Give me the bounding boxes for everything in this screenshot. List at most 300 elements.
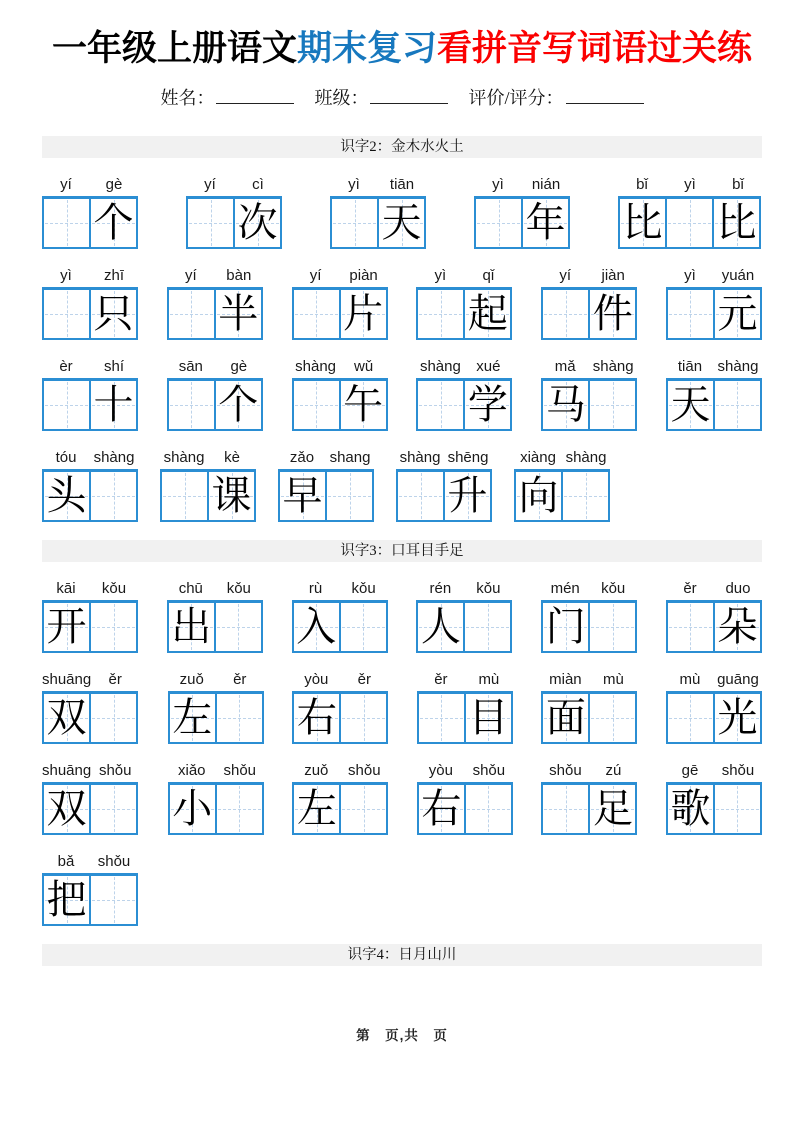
- writing-box-empty[interactable]: [89, 691, 138, 744]
- guide-line-vertical: [67, 382, 68, 428]
- given-character: 右: [421, 786, 462, 831]
- writing-box-empty[interactable]: [330, 196, 379, 249]
- writing-boxes: [292, 378, 388, 431]
- pinyin-syllable: shàng: [717, 358, 759, 375]
- given-character: 比: [716, 200, 757, 245]
- guide-line-vertical: [364, 786, 365, 832]
- title-part-topic: 看拼音写词语过关练: [437, 29, 753, 68]
- pinyin-row: [186, 174, 282, 193]
- guide-line-vertical: [238, 604, 239, 650]
- writing-box-empty[interactable]: [42, 378, 91, 431]
- pinyin-syllable: gè: [105, 176, 123, 193]
- pinyin-syllable: mù: [602, 671, 624, 688]
- word-group: [330, 174, 426, 249]
- given-character: 门: [545, 604, 586, 649]
- pinyin-syllable: shǒu: [97, 853, 131, 870]
- pinyin-syllable: shàng: [592, 358, 634, 375]
- guide-line-vertical: [114, 786, 115, 832]
- writing-box-filled: [42, 600, 91, 653]
- guide-line-vertical: [566, 786, 567, 832]
- writing-box-filled: [42, 469, 91, 522]
- pinyin-syllable: xiàng: [520, 449, 556, 466]
- writing-box-filled: [214, 378, 263, 431]
- guide-line-vertical: [613, 604, 614, 650]
- given-character: 头: [46, 473, 87, 518]
- pinyin-syllable: shēng: [447, 449, 489, 466]
- writing-box-empty[interactable]: [666, 600, 715, 653]
- pinyin-syllable: rù: [308, 580, 323, 597]
- pinyin-syllable: yì: [684, 267, 696, 284]
- pinyin-syllable: shang: [329, 449, 371, 466]
- given-character: 足: [592, 786, 633, 831]
- guide-line-vertical: [355, 200, 356, 246]
- word-group: [42, 265, 138, 340]
- pinyin-syllable: kǒu: [101, 580, 127, 597]
- word-group: [666, 265, 762, 340]
- word-row: [42, 760, 762, 835]
- writing-boxes: [292, 782, 388, 835]
- pinyin-row: [167, 578, 263, 597]
- writing-boxes: [42, 196, 138, 249]
- word-group: [42, 760, 139, 835]
- pinyin-syllable: ěr: [108, 671, 122, 688]
- writing-boxes: [167, 287, 263, 340]
- writing-box-empty[interactable]: [474, 196, 523, 249]
- writing-boxes: [167, 378, 263, 431]
- pinyin-row: [292, 578, 388, 597]
- class-blank-field[interactable]: [370, 89, 448, 104]
- writing-box-empty[interactable]: [42, 287, 91, 340]
- guide-line-vertical: [737, 786, 738, 832]
- word-group: [160, 447, 256, 522]
- writing-boxes: [416, 378, 512, 431]
- writing-boxes: [416, 600, 512, 653]
- section: [42, 136, 762, 522]
- word-group: [417, 669, 513, 744]
- pinyin-syllable: bàn: [226, 267, 252, 284]
- word-group: [167, 265, 263, 340]
- guide-line-vertical: [191, 382, 192, 428]
- pinyin-row: [666, 578, 762, 597]
- given-character: 小: [172, 786, 213, 831]
- writing-box-empty[interactable]: [713, 782, 762, 835]
- pinyin-row: [330, 174, 426, 193]
- guide-line-vertical: [191, 291, 192, 337]
- pinyin-row: [417, 669, 513, 688]
- sections-container: [42, 136, 762, 966]
- writing-box-filled: [42, 691, 91, 744]
- pinyin-syllable: yì: [348, 176, 360, 193]
- writing-box-empty[interactable]: [339, 600, 388, 653]
- pinyin-row: [666, 669, 762, 688]
- word-group: [168, 760, 264, 835]
- guide-line-vertical: [441, 382, 442, 428]
- pinyin-syllable: yì: [434, 267, 447, 284]
- writing-box-empty[interactable]: [666, 691, 715, 744]
- writing-box-filled: [168, 691, 217, 744]
- writing-box-empty[interactable]: [160, 469, 209, 522]
- writing-box-filled: [292, 691, 341, 744]
- word-group: [42, 669, 139, 744]
- writing-boxes: [160, 469, 256, 522]
- given-character: 把: [46, 877, 87, 922]
- pinyin-row: [168, 669, 264, 688]
- pinyin-syllable: nián: [531, 176, 561, 193]
- pinyin-syllable: shàng: [565, 449, 607, 466]
- writing-box-empty[interactable]: [588, 600, 637, 653]
- writing-box-empty[interactable]: [541, 287, 590, 340]
- guide-line-vertical: [364, 695, 365, 741]
- name-label: 姓名：: [160, 88, 215, 108]
- section-header: 识字2：金木水火土: [42, 136, 762, 158]
- guide-line-vertical: [488, 604, 489, 650]
- pinyin-syllable: rén: [429, 580, 452, 597]
- writing-boxes: [417, 782, 513, 835]
- writing-box-filled: [463, 287, 512, 340]
- writing-box-filled: [292, 600, 341, 653]
- word-group: [292, 265, 388, 340]
- given-character: 面: [545, 695, 586, 740]
- writing-boxes: [168, 691, 264, 744]
- given-character: 开: [46, 604, 87, 649]
- pinyin-row: [167, 356, 263, 375]
- pinyin-row: [42, 669, 139, 688]
- given-character: 学: [467, 382, 508, 427]
- pinyin-syllable: tiān: [389, 176, 415, 193]
- pinyin-row: [292, 669, 388, 688]
- given-character: 十: [93, 382, 134, 427]
- writing-box-empty[interactable]: [89, 600, 138, 653]
- word-row: [42, 447, 762, 522]
- writing-boxes: [666, 691, 762, 744]
- guide-line-vertical: [114, 473, 115, 519]
- word-group: [474, 174, 570, 249]
- given-character: 右: [296, 695, 337, 740]
- writing-boxes: [42, 873, 138, 926]
- pinyin-row: [168, 760, 264, 779]
- writing-boxes: [416, 287, 512, 340]
- pinyin-row: [541, 578, 637, 597]
- given-character: 年: [525, 200, 566, 245]
- pinyin-syllable: yí: [184, 267, 197, 284]
- word-group: [42, 578, 138, 653]
- pinyin-syllable: shàng: [419, 358, 461, 375]
- word-group: [292, 356, 388, 431]
- given-character: 起: [467, 291, 508, 336]
- writing-box-empty[interactable]: [292, 287, 341, 340]
- writing-boxes: [292, 600, 388, 653]
- given-character: 马: [545, 382, 586, 427]
- writing-boxes: [417, 691, 513, 744]
- pinyin-syllable: kǒu: [476, 580, 501, 597]
- given-character: 半: [218, 291, 259, 336]
- writing-box-empty[interactable]: [186, 196, 235, 249]
- writing-box-empty[interactable]: [42, 196, 91, 249]
- word-group: [42, 356, 138, 431]
- given-character: 早: [282, 473, 323, 518]
- given-character: 天: [381, 200, 422, 245]
- guide-line-vertical: [363, 604, 364, 650]
- writing-box-empty[interactable]: [541, 782, 590, 835]
- given-character: 左: [172, 695, 213, 740]
- guide-line-vertical: [613, 695, 614, 741]
- given-character: 升: [447, 473, 488, 518]
- pinyin-syllable: gē: [681, 762, 699, 779]
- word-group: [417, 760, 513, 835]
- pinyin-syllable: qǐ: [482, 267, 495, 284]
- writing-boxes: [186, 196, 282, 249]
- writing-box-empty[interactable]: [89, 469, 138, 522]
- writing-box-filled: [207, 469, 256, 522]
- pinyin-syllable: wǔ: [354, 358, 374, 375]
- word-group: [292, 578, 388, 653]
- word-group: [666, 356, 762, 431]
- word-row: [42, 356, 762, 431]
- writing-box-filled: [464, 691, 513, 744]
- pinyin-row: [541, 669, 637, 688]
- writing-box-filled: [168, 782, 217, 835]
- pinyin-syllable: yí: [309, 267, 322, 284]
- writing-box-filled: [463, 378, 512, 431]
- word-group: [666, 669, 762, 744]
- guide-line-vertical: [316, 382, 317, 428]
- writing-box-empty[interactable]: [167, 378, 216, 431]
- pinyin-row: [416, 356, 512, 375]
- writing-box-empty[interactable]: [325, 469, 374, 522]
- pinyin-syllable: shǒu: [721, 762, 755, 779]
- writing-box-empty[interactable]: [665, 196, 714, 249]
- pinyin-syllable: mén: [550, 580, 580, 597]
- pinyin-row: [474, 174, 570, 193]
- writing-box-empty[interactable]: [339, 782, 388, 835]
- pinyin-syllable: yí: [559, 267, 572, 284]
- pinyin-syllable: piàn: [349, 267, 378, 284]
- writing-box-empty[interactable]: [215, 782, 264, 835]
- page-number-text: 第 页,共 页: [356, 1028, 448, 1043]
- pinyin-syllable: èr: [59, 358, 73, 375]
- guide-line-vertical: [690, 695, 691, 741]
- pinyin-syllable: miàn: [549, 671, 582, 688]
- writing-box-filled: [339, 378, 388, 431]
- given-character: 左: [296, 786, 337, 831]
- writing-box-empty[interactable]: [463, 600, 512, 653]
- writing-box-filled: [42, 873, 91, 926]
- writing-boxes: [42, 691, 139, 744]
- given-character: 只: [93, 291, 134, 336]
- pinyin-syllable: chū: [178, 580, 203, 597]
- score-blank-field[interactable]: [566, 89, 644, 104]
- word-row: [42, 578, 762, 653]
- pinyin-row: [666, 265, 762, 284]
- writing-box-filled: [666, 378, 715, 431]
- given-character: 课: [211, 473, 252, 518]
- word-group: [514, 447, 610, 522]
- writing-box-empty[interactable]: [417, 691, 466, 744]
- word-group: [416, 265, 512, 340]
- pinyin-syllable: shǒu: [549, 762, 582, 779]
- guide-line-vertical: [239, 786, 240, 832]
- guide-line-vertical: [114, 604, 115, 650]
- writing-boxes: [396, 469, 492, 522]
- pinyin-syllable: kè: [224, 449, 240, 466]
- pinyin-row: [396, 447, 492, 466]
- writing-box-filled: [588, 287, 637, 340]
- pinyin-syllable: kǒu: [601, 580, 626, 597]
- word-group: [168, 669, 264, 744]
- section: [42, 944, 762, 966]
- pinyin-row: [42, 578, 138, 597]
- given-character: 次: [237, 200, 278, 245]
- word-group: [292, 760, 388, 835]
- worksheet-content: [42, 26, 762, 1044]
- writing-box-filled: [712, 196, 761, 249]
- writing-box-empty[interactable]: [464, 782, 513, 835]
- pinyin-row: [541, 356, 637, 375]
- writing-boxes: [541, 691, 637, 744]
- page-footer: [42, 1024, 762, 1044]
- writing-boxes: [292, 691, 388, 744]
- writing-box-filled: [541, 691, 590, 744]
- given-character: 个: [93, 200, 134, 245]
- pinyin-row: [292, 265, 388, 284]
- pinyin-row: [618, 174, 762, 193]
- pinyin-syllable: ěr: [357, 671, 371, 688]
- pinyin-row: [541, 265, 637, 284]
- writing-boxes: [42, 378, 138, 431]
- writing-box-filled: [443, 469, 492, 522]
- word-group: [416, 356, 512, 431]
- writing-box-empty[interactable]: [339, 691, 388, 744]
- pinyin-row: [160, 447, 256, 466]
- writing-box-filled: [417, 782, 466, 835]
- guide-line-vertical: [114, 877, 115, 923]
- given-character: 午: [343, 382, 384, 427]
- title-part-review: 期末复习: [296, 29, 437, 68]
- pinyin-row: [666, 356, 762, 375]
- given-character: 元: [717, 291, 758, 336]
- writing-box-empty[interactable]: [167, 287, 216, 340]
- writing-box-empty[interactable]: [666, 287, 715, 340]
- writing-boxes: [330, 196, 426, 249]
- writing-boxes: [167, 600, 263, 653]
- section-header: 识字3：口耳目手足: [42, 540, 762, 562]
- guide-line-vertical: [441, 291, 442, 337]
- pinyin-syllable: zú: [605, 762, 622, 779]
- section: [42, 540, 762, 926]
- pinyin-syllable: yuán: [721, 267, 755, 284]
- writing-box-empty[interactable]: [713, 378, 762, 431]
- pinyin-row: [42, 851, 138, 870]
- writing-boxes: [541, 378, 637, 431]
- word-group: [541, 760, 637, 835]
- writing-box-filled: [416, 600, 465, 653]
- writing-box-empty[interactable]: [588, 378, 637, 431]
- writing-box-filled: [541, 600, 590, 653]
- pinyin-syllable: sān: [178, 358, 203, 375]
- writing-box-empty[interactable]: [416, 287, 465, 340]
- writing-box-filled: [541, 378, 590, 431]
- word-group: [42, 174, 138, 249]
- writing-boxes: [292, 287, 388, 340]
- writing-boxes: [42, 469, 138, 522]
- pinyin-syllable: jiàn: [601, 267, 625, 284]
- pinyin-syllable: bǐ: [636, 176, 648, 193]
- pinyin-row: [416, 265, 512, 284]
- word-group: [42, 447, 138, 522]
- guide-line-vertical: [67, 200, 68, 246]
- writing-box-empty[interactable]: [215, 691, 264, 744]
- pinyin-syllable: shuāng: [42, 762, 92, 779]
- pinyin-syllable: xué: [476, 358, 501, 375]
- writing-boxes: [618, 196, 762, 249]
- pinyin-syllable: gè: [230, 358, 248, 375]
- guide-line-vertical: [350, 473, 351, 519]
- word-group: [666, 578, 762, 653]
- writing-box-empty[interactable]: [396, 469, 445, 522]
- writing-box-filled: [666, 782, 715, 835]
- pinyin-syllable: kǒu: [226, 580, 251, 597]
- writing-box-filled: [89, 287, 138, 340]
- student-info-line: [42, 86, 762, 110]
- guide-line-vertical: [239, 695, 240, 741]
- writing-box-filled: [167, 600, 216, 653]
- given-character: 入: [296, 604, 337, 649]
- writing-boxes: [666, 287, 762, 340]
- writing-box-empty[interactable]: [89, 873, 138, 926]
- guide-line-vertical: [114, 695, 115, 741]
- writing-box-filled: [713, 287, 762, 340]
- word-row: [42, 669, 762, 744]
- writing-box-empty[interactable]: [561, 469, 610, 522]
- writing-boxes: [278, 469, 374, 522]
- pinyin-syllable: shuāng: [42, 671, 92, 688]
- pinyin-row: [278, 447, 374, 466]
- pinyin-row: [42, 174, 138, 193]
- writing-box-filled: [618, 196, 667, 249]
- pinyin-syllable: shǒu: [472, 762, 506, 779]
- pinyin-row: [42, 760, 139, 779]
- word-row: [42, 265, 762, 340]
- pinyin-row: [666, 760, 762, 779]
- guide-line-vertical: [211, 200, 212, 246]
- writing-box-empty[interactable]: [588, 691, 637, 744]
- word-group: [278, 447, 374, 522]
- guide-line-vertical: [566, 291, 567, 337]
- pinyin-row: [416, 578, 512, 597]
- pinyin-syllable: ěr: [434, 671, 448, 688]
- pinyin-syllable: shǒu: [348, 762, 381, 779]
- name-blank-field[interactable]: [216, 89, 294, 104]
- writing-boxes: [168, 782, 264, 835]
- pinyin-row: [42, 447, 138, 466]
- writing-boxes: [42, 782, 139, 835]
- word-group: [666, 760, 762, 835]
- score-label: 评价/评分：: [468, 88, 564, 108]
- pinyin-syllable: zuǒ: [304, 762, 329, 779]
- writing-box-empty[interactable]: [214, 600, 263, 653]
- word-group: [42, 851, 138, 926]
- given-character: 件: [592, 291, 633, 336]
- pinyin-syllable: ěr: [683, 580, 697, 597]
- writing-box-empty[interactable]: [292, 378, 341, 431]
- guide-line-vertical: [499, 200, 500, 246]
- word-group: [541, 669, 637, 744]
- pinyin-syllable: bǐ: [732, 176, 744, 193]
- pinyin-syllable: bǎ: [57, 853, 75, 870]
- section-header: 识字4：日月山川: [42, 944, 762, 966]
- writing-box-empty[interactable]: [416, 378, 465, 431]
- writing-box-empty[interactable]: [89, 782, 138, 835]
